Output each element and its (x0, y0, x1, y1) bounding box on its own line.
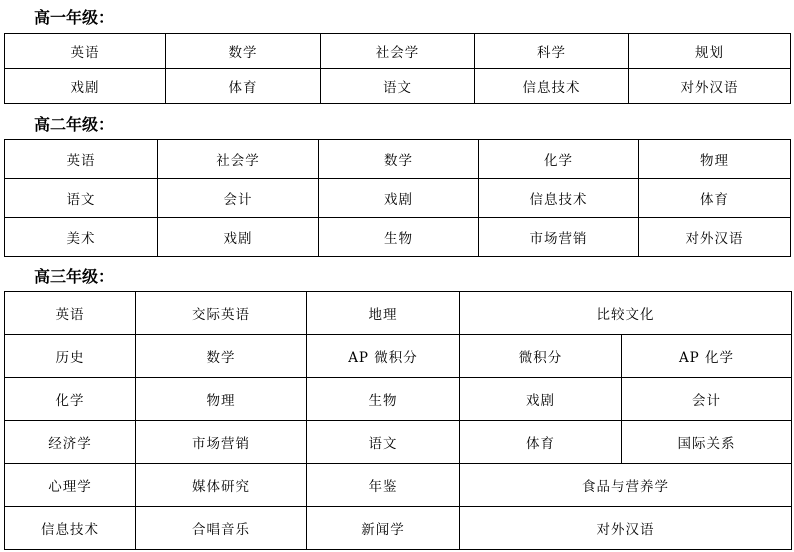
course-cell: 戏剧 (319, 179, 479, 218)
course-cell: 生物 (319, 218, 479, 257)
course-cell: 交际英语 (136, 292, 307, 335)
course-cell: 新闻学 (307, 507, 460, 550)
course-cell: 信息技术 (5, 507, 136, 550)
table-row (5, 378, 792, 421)
course-cell: 体育 (639, 179, 791, 218)
grade3-title: 高三年级： (34, 267, 115, 286)
course-cell: 戏剧 (158, 218, 319, 257)
course-cell: 数学 (166, 34, 321, 69)
course-cell: 地理 (307, 292, 460, 335)
course-cell: 经济学 (5, 421, 136, 464)
course-cell: AP 化学 (622, 335, 792, 378)
course-cell: 对外汉语 (629, 69, 791, 104)
course-cell: AP 微积分 (307, 335, 460, 378)
course-cell: 数学 (136, 335, 307, 378)
course-cell: 生物 (307, 378, 460, 421)
course-cell: 英语 (5, 34, 166, 69)
course-cell: 物理 (136, 378, 307, 421)
course-cell: 英语 (5, 292, 136, 335)
course-cell: 体育 (166, 69, 321, 104)
course-cell: 数学 (319, 140, 479, 179)
course-cell: 媒体研究 (136, 464, 307, 507)
table-row (5, 507, 792, 550)
grade3-course-table (4, 291, 792, 550)
course-cell: 比较文化 (460, 292, 792, 335)
course-cell: 对外汉语 (460, 507, 792, 550)
course-cell: 社会学 (158, 140, 319, 179)
course-cell: 语文 (307, 421, 460, 464)
course-cell: 体育 (460, 421, 622, 464)
table-row (5, 69, 791, 104)
course-cell: 英语 (5, 140, 158, 179)
course-cell: 语文 (321, 69, 475, 104)
course-cell: 国际关系 (622, 421, 792, 464)
table-row (5, 140, 791, 179)
grade2-title: 高二年级： (34, 115, 115, 134)
course-cell: 美术 (5, 218, 158, 257)
course-cell: 社会学 (321, 34, 475, 69)
grade1-title: 高一年级： (34, 8, 115, 27)
table-row (5, 421, 792, 464)
course-cell: 语文 (5, 179, 158, 218)
course-cell: 对外汉语 (639, 218, 791, 257)
course-cell: 食品与营养学 (460, 464, 792, 507)
grade1-course-table (4, 33, 791, 104)
course-cell: 市场营销 (479, 218, 639, 257)
course-cell: 会计 (158, 179, 319, 218)
course-cell: 合唱音乐 (136, 507, 307, 550)
course-cell: 规划 (629, 34, 791, 69)
course-cell: 微积分 (460, 335, 622, 378)
course-cell: 物理 (639, 140, 791, 179)
table-row (5, 464, 792, 507)
table-row (5, 179, 791, 218)
course-cell: 信息技术 (479, 179, 639, 218)
table-row (5, 218, 791, 257)
course-cell: 年鉴 (307, 464, 460, 507)
course-cell: 化学 (479, 140, 639, 179)
table-row (5, 335, 792, 378)
table-row (5, 292, 792, 335)
course-cell: 戏剧 (460, 378, 622, 421)
course-cell: 市场营销 (136, 421, 307, 464)
course-cell: 科学 (475, 34, 629, 69)
table-row (5, 34, 791, 69)
grade2-course-table (4, 139, 791, 257)
course-cell: 戏剧 (5, 69, 166, 104)
course-cell: 信息技术 (475, 69, 629, 104)
course-cell: 心理学 (5, 464, 136, 507)
course-cell: 化学 (5, 378, 136, 421)
course-cell: 会计 (622, 378, 792, 421)
course-cell: 历史 (5, 335, 136, 378)
